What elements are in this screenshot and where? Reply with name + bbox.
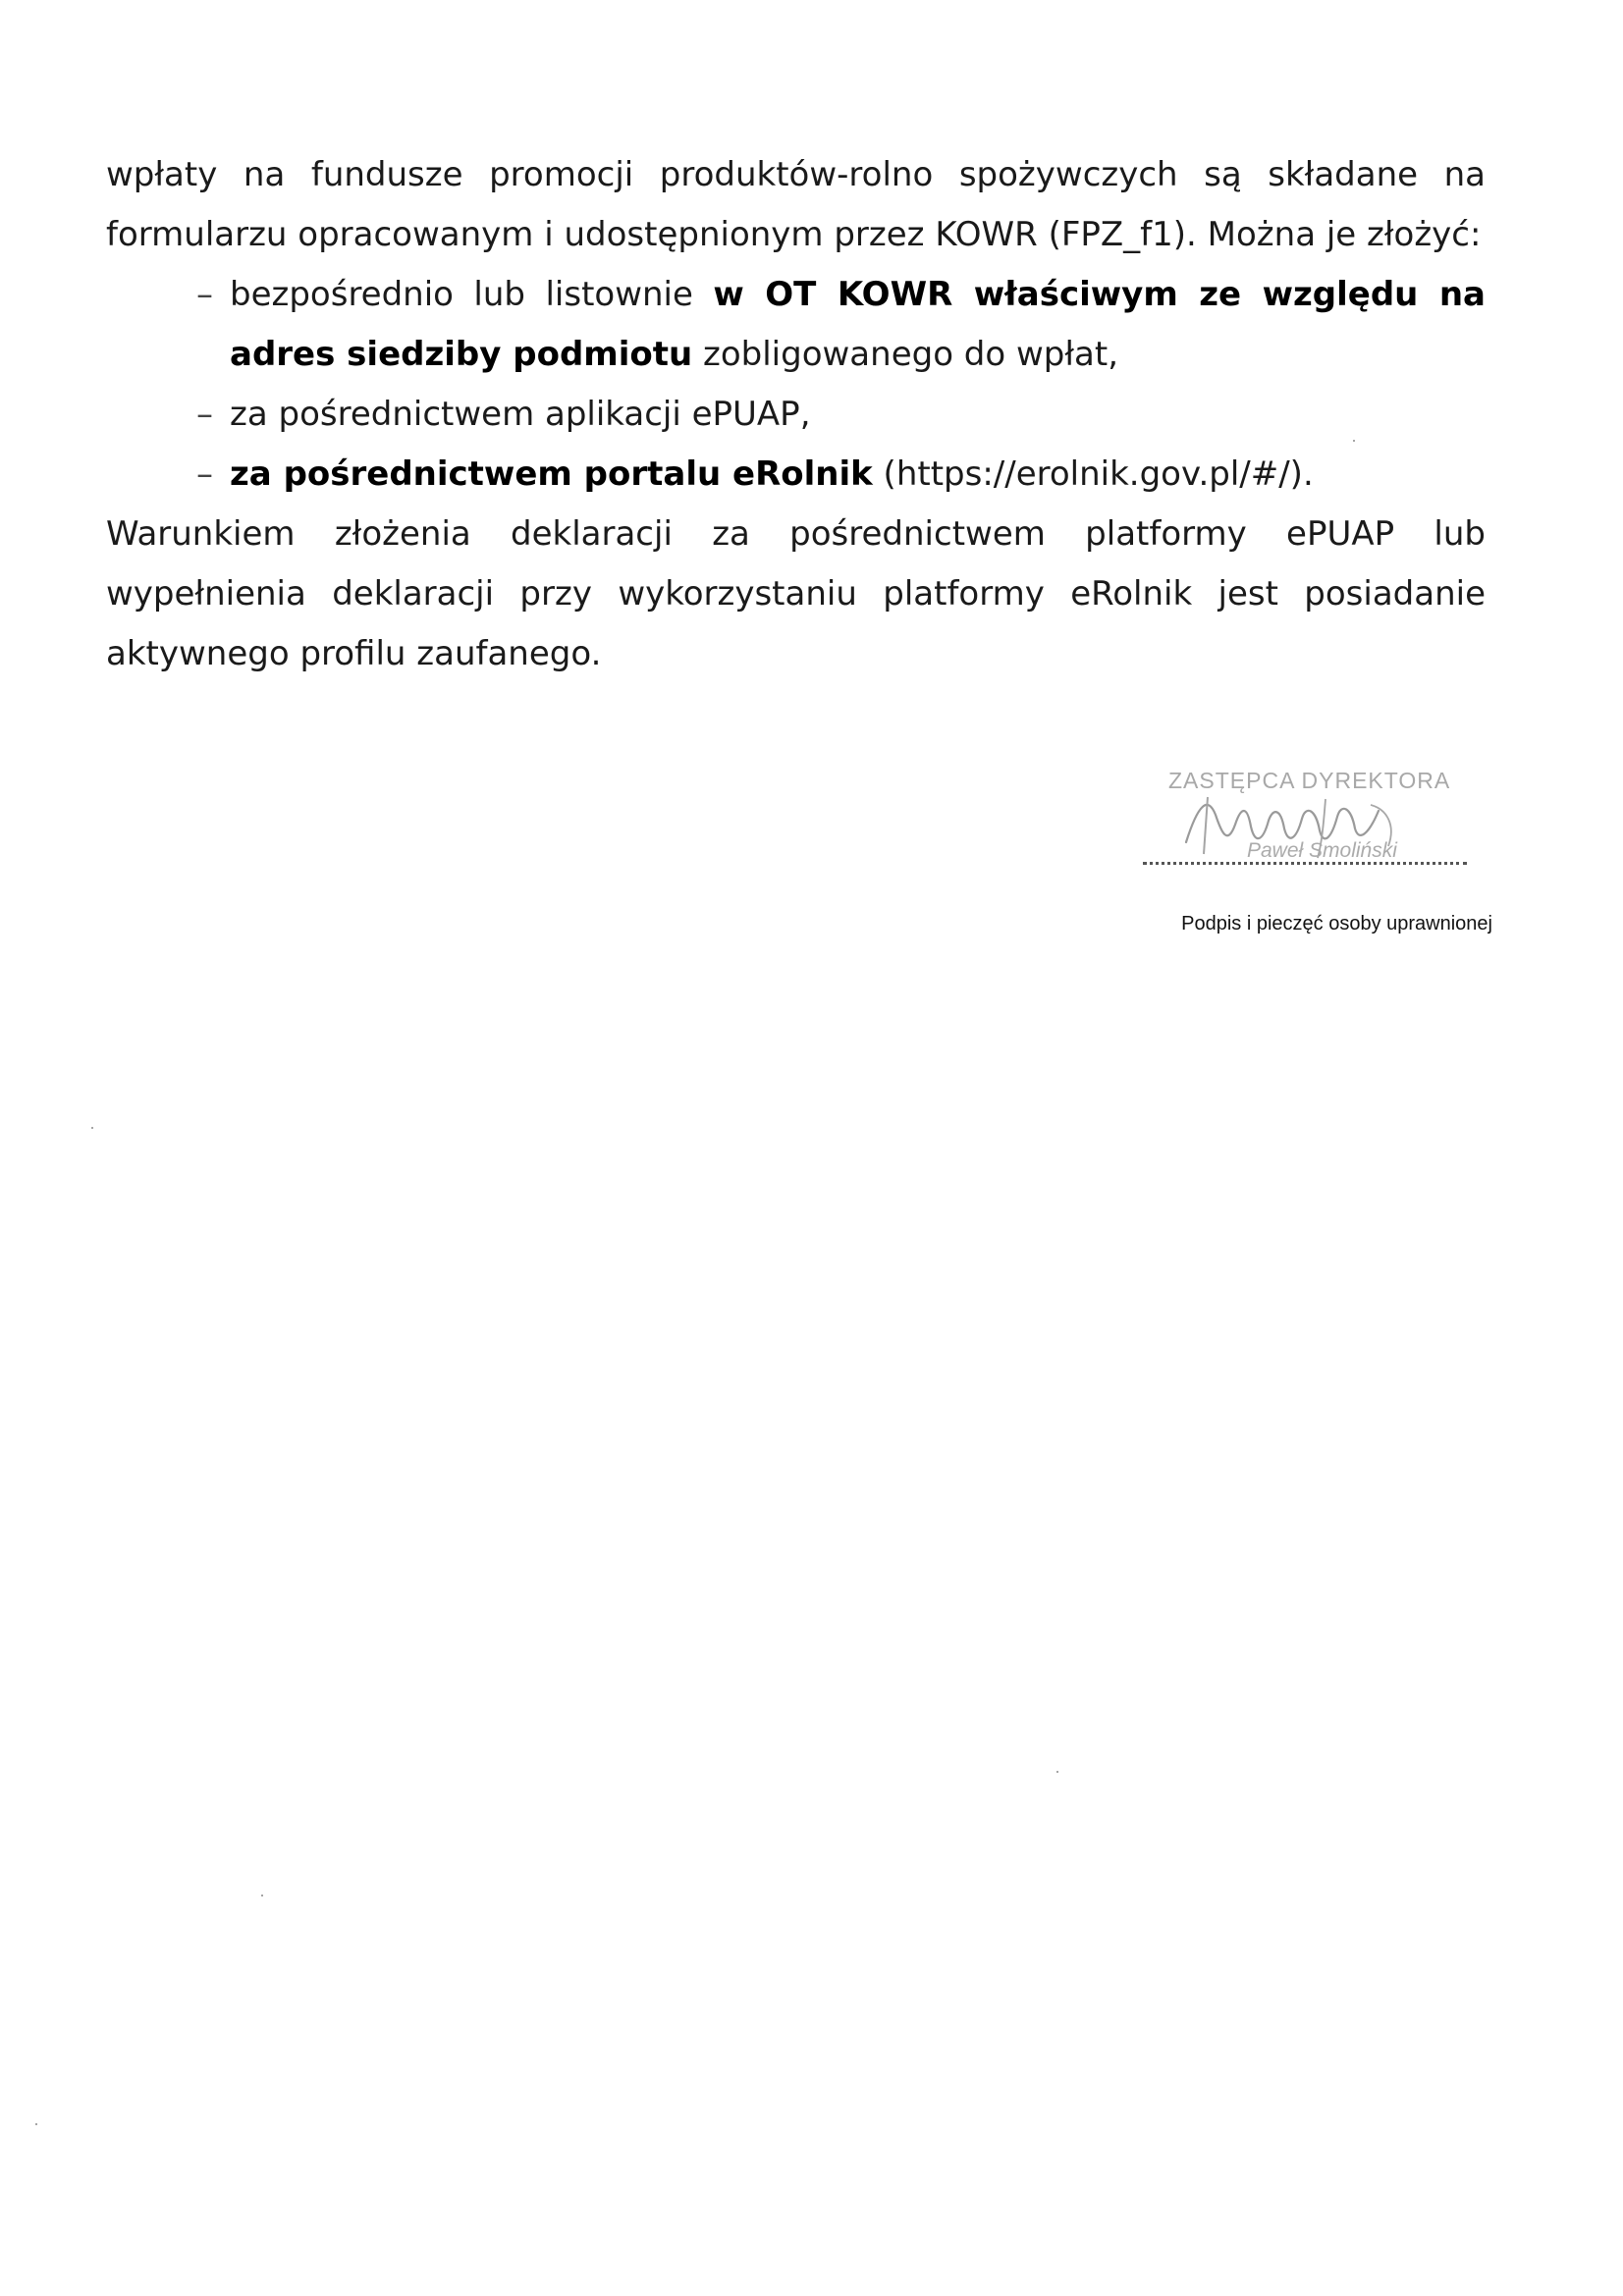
scan-speck (35, 2123, 37, 2125)
signature-caption: Podpis i pieczęć osoby uprawnionej (1181, 913, 1492, 934)
list-item-text: za pośrednictwem aplikacji ePUAP, (230, 395, 811, 434)
list-item (196, 265, 1486, 385)
list-item-bold-text: za pośrednictwem portalu eRolnik (230, 454, 873, 494)
list-item-text: zobligowanego do wpłat, (692, 335, 1119, 374)
signature-block (1119, 756, 1492, 952)
list-marker: – (196, 395, 213, 434)
scan-speck (1353, 440, 1355, 442)
scan-speck (1056, 1771, 1058, 1773)
list-item-bold-text: w OT KOWR właściwym ze względu na adres siedziby podmiotu (230, 275, 1486, 374)
signature-line (1143, 862, 1467, 865)
list-marker: – (196, 454, 213, 494)
list-item (196, 445, 1486, 505)
scan-speck (91, 1127, 93, 1129)
list-marker: – (196, 275, 213, 314)
submission-methods-list (106, 265, 1486, 505)
stamp-name: Paweł Smoliński (1247, 839, 1397, 862)
stamp-title: ZASTĘPCA DYREKTORA (1168, 768, 1451, 793)
list-item-text: bezpośrednio lub listownie (230, 275, 714, 314)
document-body (106, 145, 1486, 684)
list-item-text: (https://erolnik.gov.pl/#/). (872, 454, 1314, 494)
list-item (196, 385, 1486, 445)
paragraph-intro: wpłaty na fundusze promocji produktów-rolno spożywczych są składane na formularzu opracowanym i udostępnionym przez KOWR (FPZ_f1). Można je złożyć: (106, 155, 1486, 254)
scan-speck (261, 1895, 263, 1896)
paragraph-condition: Warunkiem złożenia deklaracji za pośrednictwem platformy ePUAP lub wypełnienia deklaracji przy wykorzystaniu platformy eRolnik jest posiadanie aktywnego profilu zaufanego. (106, 514, 1486, 673)
